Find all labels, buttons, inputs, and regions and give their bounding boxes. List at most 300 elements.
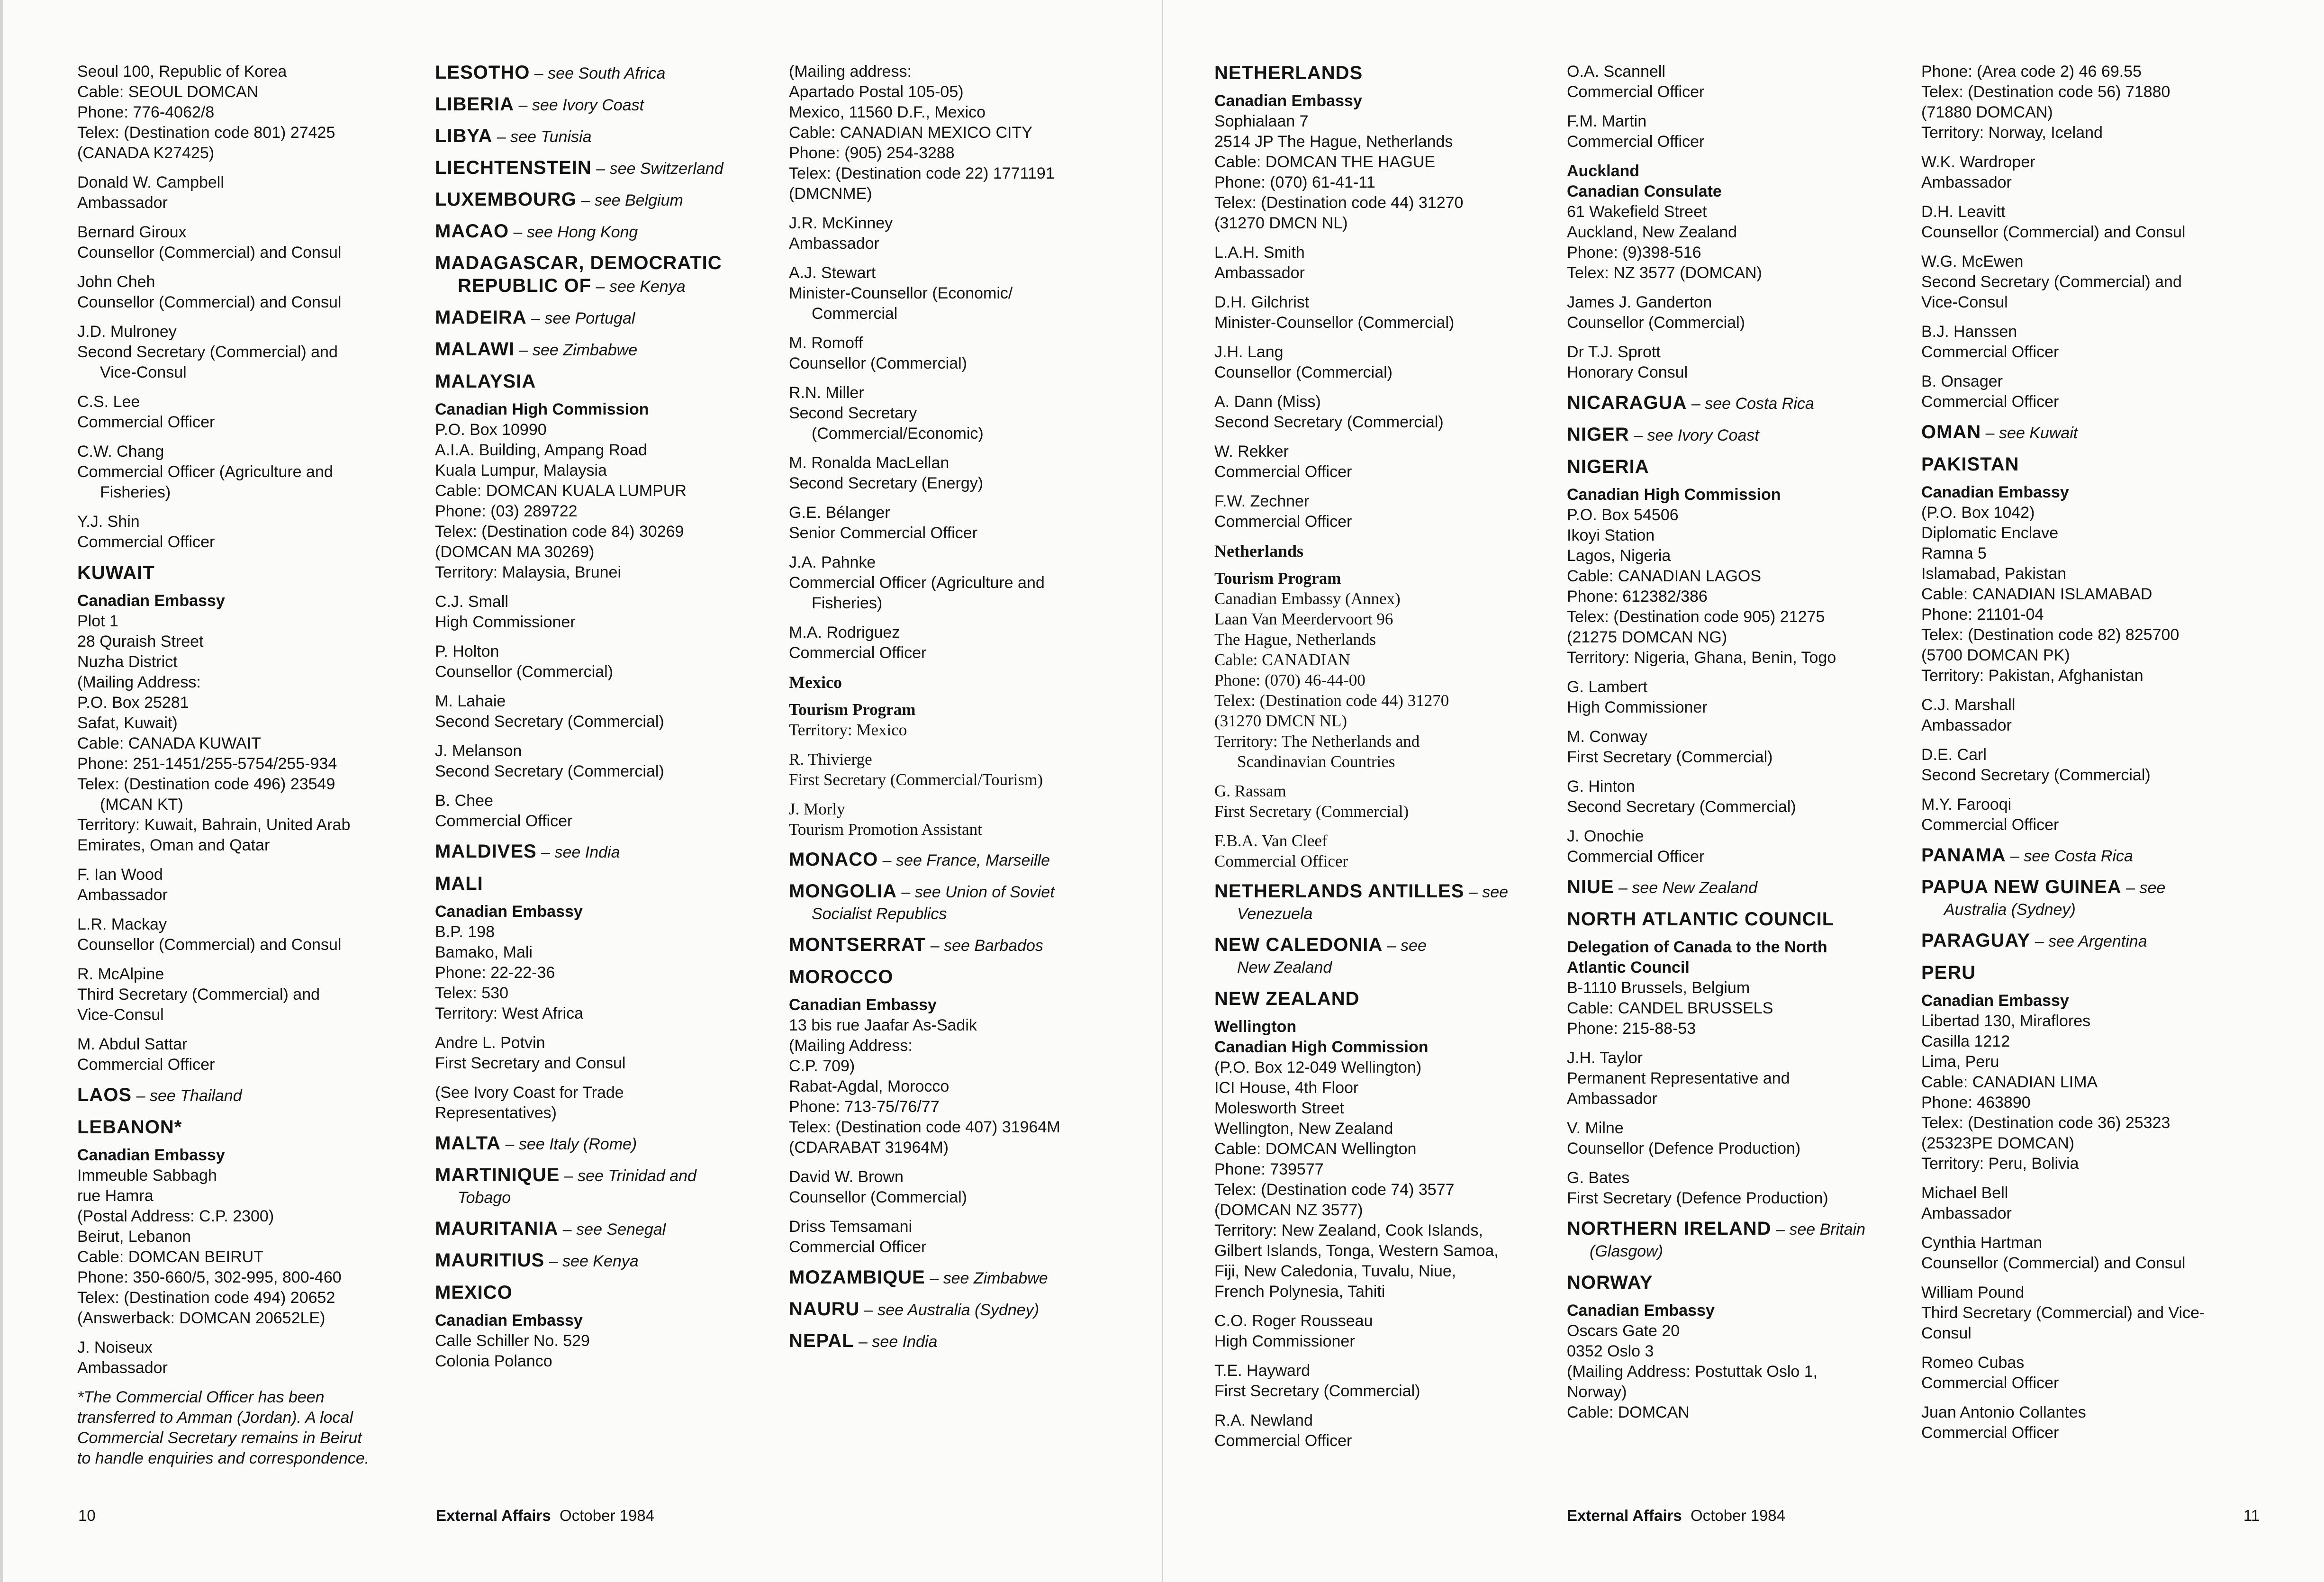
entry-line: First Secretary (Commercial): [1214, 802, 1409, 821]
entry-line: Second Secretary (Energy): [789, 474, 984, 492]
entry-line: Mexico, 11560 D.F., Mexico: [789, 103, 986, 121]
entry-line: J.A. Pahnke: [789, 553, 876, 571]
entry-line: Commercial Officer: [77, 1056, 215, 1074]
entry-line: The Hague, Netherlands: [1214, 630, 1376, 649]
entry-line: Territory: Norway, Iceland: [1921, 124, 2103, 142]
directory-entry: [435, 1033, 776, 1074]
directory-entry: [1921, 371, 2262, 412]
entry-line: Phone: (905) 254-3288: [789, 144, 955, 162]
directory-entry: [1921, 991, 2262, 1174]
entry-line: Immeuble Sabbagh: [77, 1166, 217, 1184]
entry-line: 2514 JP The Hague, Netherlands: [1214, 133, 1453, 151]
footer-magazine: External Affairs: [1567, 1507, 1682, 1524]
entry-line: T.E. Hayward: [1214, 1362, 1311, 1380]
see-reference-cont: Tobago: [458, 1189, 511, 1207]
entry-line: 0352 Oslo 3: [1567, 1342, 1654, 1360]
entry-line: Phone: 776-4062/8: [77, 103, 215, 121]
directory-entry: [789, 1167, 1130, 1208]
entry-line: C.W. Chang: [77, 443, 164, 461]
entry-line: (Answerback: DOMCAN 20652LE): [77, 1309, 326, 1327]
directory-entry: [435, 1311, 776, 1372]
directory-entry: [1214, 392, 1555, 433]
entry-line: Third Secretary (Commercial) and: [77, 985, 320, 1003]
entry-line: Libertad 130, Miraflores: [1921, 1012, 2091, 1030]
entry-line: F.B.A. Van Cleef: [1214, 832, 1328, 850]
entry-line: David W. Brown: [789, 1168, 904, 1186]
entry-line: F.W. Zechner: [1214, 492, 1310, 510]
entry-line: (31270 DMCN NL): [1214, 214, 1348, 232]
entry-line: (Mailing address:: [789, 63, 912, 81]
entry-line: M.A. Rodriguez: [789, 624, 900, 642]
see-reference: see Kuwait: [1999, 424, 2078, 442]
page-number-right: 11: [2243, 1507, 2260, 1524]
entry-line: Phone: 612382/386: [1567, 588, 1708, 606]
left-column-1: [77, 62, 418, 1478]
country-name: LIBERIA: [435, 94, 514, 115]
entry-line: (CANADA K27425): [77, 144, 215, 162]
entry-line: G.E. Bélanger: [789, 504, 890, 522]
entry-line: Counsellor (Commercial): [435, 663, 613, 681]
entry-line: (DOMCAN NZ 3577): [1214, 1201, 1363, 1219]
directory-entry: [1567, 677, 1908, 718]
country-name: PAPUA NEW GUINEA: [1921, 877, 2122, 897]
directory-entry: [789, 552, 1130, 614]
entry-line: Commercial Officer: [1921, 1424, 2059, 1442]
entry-line: M. Ronalda MacLellan: [789, 454, 949, 472]
entry-line: Cable: DOMCAN BEIRUT: [77, 1248, 263, 1266]
country-name: MALAWI: [435, 339, 515, 360]
directory-entry: [77, 442, 418, 503]
entry-line: Second Secretary (Commercial): [435, 762, 664, 780]
directory-entry: [1921, 1283, 2262, 1344]
see-reference: see: [1401, 937, 1427, 955]
entry-line: Ambassador: [1214, 264, 1305, 282]
entry-line: Vice-Consul: [1921, 293, 2008, 311]
country-name: MALDIVES: [435, 841, 537, 862]
directory-entry: [1214, 243, 1555, 283]
country-name: MADEIRA: [435, 307, 527, 328]
cross-reference: MONTSERRAT – see Barbados: [789, 934, 1043, 955]
entry-line-indent: (MCAN KT): [100, 796, 183, 814]
entry-line: Casilla 1212: [1921, 1032, 2010, 1050]
cross-reference: LAOS – see Thailand: [77, 1085, 242, 1105]
cross-reference: PAPUA NEW GUINEA – see Australia (Sydney): [1921, 876, 2262, 921]
cross-reference: [435, 252, 776, 298]
country-heading: PERU: [1921, 962, 1976, 983]
entry-line: V. Milne: [1567, 1119, 1624, 1137]
entry-line: Honorary Consul: [1567, 363, 1688, 381]
directory-entry: [789, 453, 1130, 494]
entry-line: G. Hinton: [1567, 777, 1635, 796]
entry-line: John Cheh: [77, 273, 155, 291]
office-name: Canadian Embassy: [435, 903, 583, 921]
entry-line: Cable: CANDEL BRUSSELS: [1567, 999, 1773, 1017]
entry-line: J. Morly: [789, 800, 845, 818]
directory-entry: [1214, 491, 1555, 532]
see-reference: see Trinidad and: [578, 1167, 696, 1185]
see-reference: see Belgium: [594, 191, 683, 209]
cross-reference: LIBYA – see Tunisia: [435, 126, 592, 146]
entry-line: Territory: Nigeria, Ghana, Benin, Togo: [1567, 649, 1836, 667]
entry-line: R.A. Newland: [1214, 1411, 1313, 1429]
directory-entry: [1921, 322, 2262, 362]
entry-line: (25323PE DOMCAN): [1921, 1134, 2075, 1152]
office-name: Canadian Embassy: [789, 996, 937, 1014]
office-name: Canadian High Commission: [1567, 486, 1781, 504]
entry-line: (DMCNME): [789, 185, 872, 203]
country-name: LESOTHO: [435, 62, 530, 83]
entry-line: Sophialaan 7: [1214, 112, 1309, 130]
entry-line: 13 bis rue Jaafar As-Sadik: [789, 1016, 977, 1034]
country-heading: MALI: [435, 873, 483, 894]
entry-line: Commercial Officer: [1567, 848, 1705, 866]
directory-entry: [789, 799, 1130, 840]
country-heading: MOROCCO: [789, 967, 894, 987]
directory-entry: [77, 62, 418, 163]
office-name: Canadian Embassy: [1214, 92, 1362, 110]
entry-line: Commercial Officer: [1921, 343, 2059, 361]
country-heading: PAKISTAN: [1921, 454, 2019, 475]
entry-line: Territory: Kuwait, Bahrain, United Arab: [77, 816, 351, 834]
entry-line: Cable: CANADIAN ISLAMABAD: [1921, 585, 2152, 603]
directory-entry: [77, 1338, 418, 1378]
entry-line: Second Secretary (Commercial): [435, 713, 664, 731]
directory-entry: [1567, 1048, 1908, 1109]
right-column-2: [1567, 62, 1908, 1432]
entry-line: Ambassador: [1921, 1204, 2012, 1222]
country-name: MADAGASCAR, DEMOCRATIC: [435, 253, 722, 273]
entry-line: Minister-Counsellor (Commercial): [1214, 314, 1455, 332]
entry-line: J.H. Lang: [1214, 343, 1284, 361]
country-name: MACAO: [435, 221, 509, 242]
footer-date: October 1984: [1691, 1507, 1786, 1524]
cross-reference: PARAGUAY – see Argentina: [1921, 930, 2147, 951]
entry-line: Third Secretary (Commercial) and Vice-: [1921, 1304, 2205, 1322]
directory-entry: [789, 213, 1130, 254]
directory-entry: [435, 1083, 776, 1123]
directory-entry: [1921, 795, 2262, 835]
entry-line: D.H. Leavitt: [1921, 203, 2006, 221]
entry-line-indent: Scandinavian Countries: [1237, 752, 1395, 771]
country-name: PANAMA: [1921, 845, 2006, 866]
directory-entry: [789, 749, 1130, 790]
entry-line: Commercial Officer: [77, 413, 215, 431]
entry-line: First Secretary (Defence Production): [1567, 1189, 1828, 1207]
entry-line: J. Melanson: [435, 742, 522, 760]
directory-entry: [1567, 161, 1908, 283]
directory-entry: [1214, 568, 1555, 772]
see-reference: see Argentina: [2048, 932, 2147, 950]
see-reference: see India: [872, 1333, 938, 1351]
country-name: NICARAGUA: [1567, 392, 1687, 413]
left-column-2: [435, 62, 776, 1381]
see-reference: see Costa Rica: [1705, 395, 1814, 413]
entry-line: Ikoyi Station: [1567, 526, 1655, 544]
directory-entry: [77, 392, 418, 433]
cross-reference: MONGOLIA – see Union of Soviet Socialist Republics: [789, 880, 1130, 925]
office-name: Canadian Embassy: [1921, 992, 2069, 1010]
entry-line: Apartado Postal 105-05): [789, 83, 964, 101]
directory-entry: [789, 995, 1130, 1158]
cross-reference: MALAWI – see Zimbabwe: [435, 339, 638, 360]
entry-line: Commercial Officer: [77, 533, 215, 551]
entry-line: *The Commercial Officer has been: [77, 1388, 325, 1406]
entry-line: Norway): [1567, 1383, 1627, 1401]
entry-line: L.A.H. Smith: [1214, 244, 1305, 262]
entry-line: C.J. Small: [435, 593, 508, 611]
entry-line: Ambassador: [77, 194, 168, 212]
entry-line: M. Abdul Sattar: [77, 1035, 188, 1053]
entry-line: Telex: (Destination code 905) 21275: [1567, 608, 1825, 626]
country-name: NIUE: [1567, 877, 1614, 897]
directory-entry: [1214, 1410, 1555, 1451]
entry-line: rue Hamra: [77, 1187, 154, 1205]
see-reference: see Kenya: [562, 1252, 639, 1270]
left-column-3: [789, 62, 1130, 1362]
entry-line: Phone: (070) 46-44-00: [1214, 671, 1365, 689]
entry-line: G. Bates: [1567, 1169, 1630, 1187]
entry-line: Second Secretary (Commercial): [1567, 798, 1796, 816]
entry-line: (Postal Address: C.P. 2300): [77, 1207, 274, 1225]
country-name: MALTA: [435, 1133, 501, 1154]
entry-line: Cable: DOMCAN: [1567, 1403, 1690, 1421]
entry-line: Telex: (Destination code 407) 31964M: [789, 1118, 1060, 1136]
office-name: Canadian High Commission: [435, 400, 649, 418]
directory-entry: [435, 691, 776, 732]
cross-reference: MAURITANIA – see Senegal: [435, 1218, 666, 1239]
entry-line: P.O. Box 10990: [435, 421, 547, 439]
cross-reference: MAURITIUS – see Kenya: [435, 1250, 639, 1271]
see-reference: see: [2139, 879, 2166, 897]
entry-line: Phone: 251-1451/255-5754/255-934: [77, 755, 337, 773]
cross-reference: LUXEMBOURG – see Belgium: [435, 189, 683, 210]
entry-line: Cable: DOMCAN THE HAGUE: [1214, 153, 1436, 171]
entry-line: Representatives): [435, 1104, 557, 1122]
entry-line: A.I.A. Building, Ampang Road: [435, 441, 647, 459]
country-name: MAURITANIA: [435, 1218, 559, 1239]
cross-reference: NAURU – see Australia (Sydney): [789, 1299, 1040, 1320]
entry-line: Telex: 530: [435, 984, 508, 1002]
see-reference: see Zimbabwe: [943, 1269, 1048, 1287]
entry-line: (5700 DOMCAN PK): [1921, 646, 2070, 664]
entry-line: First Secretary (Commercial/Tourism): [789, 770, 1043, 789]
entry-line: Plot 1: [77, 612, 118, 630]
directory-entry: [1567, 485, 1908, 668]
directory-entry: [77, 1145, 418, 1329]
directory-entry: [1567, 1301, 1908, 1423]
entry-line: Ambassador: [789, 235, 879, 253]
entry-line: B. Chee: [435, 792, 493, 810]
see-reference: see Kenya: [609, 278, 686, 296]
entry-line: Counsellor (Defence Production): [1567, 1139, 1801, 1157]
right-column-3: [1921, 62, 2262, 1452]
country-name: LAOS: [77, 1085, 132, 1105]
directory-entry: [789, 333, 1130, 374]
country-name: NEW CALEDONIA: [1214, 934, 1383, 955]
entry-line: (CDARABAT 31964M): [789, 1139, 949, 1157]
country-name: PARAGUAY: [1921, 930, 2031, 951]
entry-line: Auckland, New Zealand: [1567, 223, 1737, 241]
entry-line: Islamabad, Pakistan: [1921, 565, 2067, 583]
see-reference: see Britain: [1789, 1220, 1865, 1238]
country-heading: LEBANON*: [77, 1117, 182, 1138]
directory-entry: [1214, 342, 1555, 383]
country-name: MONGOLIA: [789, 881, 897, 902]
entry-line: Territory: New Zealand, Cook Islands,: [1214, 1221, 1483, 1239]
see-reference: see Portugal: [544, 309, 635, 327]
entry-line: Romeo Cubas: [1921, 1354, 2025, 1372]
country-heading: KUWAIT: [77, 562, 155, 583]
entry-line: Telex: NZ 3577 (DOMCAN): [1567, 264, 1762, 282]
directory-entry: [77, 322, 418, 383]
entry-line-indent: Vice-Consul: [100, 363, 187, 381]
section-heading: Mexico: [789, 673, 842, 692]
entry-line: Telex: (Destination code 496) 23549: [77, 775, 335, 793]
directory-entry: [1567, 777, 1908, 817]
country-name: LUXEMBOURG: [435, 189, 577, 210]
directory-entry: [789, 1217, 1130, 1257]
directory-entry: [77, 272, 418, 313]
cross-reference: NETHERLANDS ANTILLES – see Venezuela: [1214, 880, 1555, 925]
entry-line: Nuzha District: [77, 653, 178, 671]
entry-line: A.J. Stewart: [789, 264, 876, 282]
page-11: [1163, 0, 2324, 1582]
entry-line: 28 Quraish Street: [77, 633, 204, 651]
see-reference: see France, Marseille: [896, 851, 1050, 869]
entry-line: Phone: 215-88-53: [1567, 1020, 1696, 1038]
entry-line: William Pound: [1921, 1284, 2025, 1302]
directory-entry: [1921, 1183, 2262, 1224]
entry-line: J. Onochie: [1567, 827, 1644, 845]
directory-entry: [1921, 695, 2262, 736]
entry-line: (DOMCAN MA 30269): [435, 543, 595, 561]
country-name: MARTINIQUE: [435, 1165, 560, 1185]
entry-line: Territory: Mexico: [789, 721, 907, 739]
entry-line: Counsellor (Commercial) and Consul: [77, 293, 342, 311]
entry-line: Telex: (Destination code 22) 1771191: [789, 164, 1055, 182]
entry-line: Cable: DOMCAN KUALA LUMPUR: [435, 482, 687, 500]
footer-left: [436, 1507, 654, 1525]
entry-line: Counsellor (Commercial) and Consul: [77, 244, 342, 262]
entry-line: Molesworth Street: [1214, 1099, 1344, 1117]
page-10: [0, 0, 1161, 1582]
entry-line: Vice-Consul: [77, 1006, 164, 1024]
entry-line: Dr T.J. Sprott: [1567, 343, 1661, 361]
entry-line: Seoul 100, Republic of Korea: [77, 63, 287, 81]
cross-reference: MARTINIQUE – see Trinidad and Tobago: [435, 1164, 776, 1209]
entry-line: M. Romoff: [789, 334, 863, 352]
entry-line: (Mailing Address:: [789, 1037, 913, 1055]
directory-entry: [1567, 1118, 1908, 1159]
entry-line: Commercial Officer: [1567, 133, 1705, 151]
entry-line: Bernard Giroux: [77, 223, 187, 241]
cross-reference: MACAO – see Hong Kong: [435, 221, 638, 242]
entry-line: Phone: 713-75/76/77: [789, 1098, 940, 1116]
see-reference: see Thailand: [149, 1087, 242, 1105]
see-reference: see Switzerland: [609, 160, 723, 178]
entry-line: Phone: (9)398-516: [1567, 244, 1701, 262]
entry-line: Cable: SEOUL DOMCAN: [77, 83, 259, 101]
entry-line: (31270 DMCN NL): [1214, 712, 1347, 730]
entry-line: J. Noiseux: [77, 1338, 153, 1356]
see-reference: see Italy (Rome): [518, 1135, 637, 1153]
entry-line: Cynthia Hartman: [1921, 1234, 2043, 1252]
entry-line: Commercial Officer: [1921, 816, 2059, 834]
page-number-left: 10: [78, 1507, 96, 1524]
country-name: REPUBLIC OF: [458, 275, 592, 296]
see-reference: see Tunisia: [510, 128, 592, 146]
directory-entry: [789, 699, 1130, 740]
see-reference: see: [1482, 883, 1509, 901]
see-reference: see Ivory Coast: [532, 96, 644, 114]
country-heading: NEW ZEALAND: [1214, 988, 1360, 1009]
country-heading: NORTH ATLANTIC COUNCIL: [1567, 909, 1835, 930]
entry-line: Tourism Promotion Assistant: [789, 820, 982, 839]
cross-reference: LESOTHO – see South Africa: [435, 62, 666, 83]
entry-line: Donald W. Campbell: [77, 173, 224, 191]
entry-line: (See Ivory Coast for Trade: [435, 1084, 624, 1102]
entry-line: Counsellor (Commercial) and Consul: [1921, 223, 2186, 241]
directory-entry: [1214, 292, 1555, 333]
entry-line: J.R. McKinney: [789, 214, 893, 232]
entry-line: Fiji, New Caledonia, Tuvalu, Niue,: [1214, 1262, 1456, 1280]
entry-line: P.O. Box 25281: [77, 694, 189, 712]
entry-line: R. Thivierge: [789, 750, 872, 768]
directory-entry: [1214, 1361, 1555, 1401]
entry-line: (Mailing Address:: [77, 673, 201, 691]
entry-line: C.J. Marshall: [1921, 696, 2016, 714]
entry-line: G. Rassam: [1214, 782, 1286, 800]
office-name: Auckland: [1567, 162, 1640, 180]
entry-line: D.E. Carl: [1921, 746, 1987, 764]
country-name: NIGER: [1567, 424, 1629, 445]
entry-line: B.P. 198: [435, 923, 495, 941]
entry-line: Cable: CANADIAN LAGOS: [1567, 567, 1762, 585]
entry-line: Counsellor (Commercial): [789, 354, 967, 372]
directory-entry: [1921, 482, 2262, 686]
directory-entry: [1214, 442, 1555, 482]
entry-line: Michael Bell: [1921, 1184, 2008, 1202]
directory-entry: [1921, 745, 2262, 786]
directory-entry: [435, 741, 776, 782]
entry-line: Commercial Officer (Agriculture and: [77, 463, 333, 481]
entry-line: Andre L. Potvin: [435, 1034, 545, 1052]
directory-entry: [435, 902, 776, 1024]
entry-line: First Secretary and Consul: [435, 1054, 626, 1072]
office-name: Canadian Embassy: [77, 1146, 225, 1164]
directory-entry: [789, 62, 1130, 204]
entry-line: Telex: (Destination code 84) 30269: [435, 523, 684, 541]
cross-reference: NEW CALEDONIA – see New Zealand: [1214, 934, 1555, 978]
entry-line: B-1110 Brussels, Belgium: [1567, 979, 1750, 997]
entry-line: Lima, Peru: [1921, 1053, 1999, 1071]
entry-line: Laan Van Meerdervoort 96: [1214, 610, 1393, 628]
entry-line: Cable: CANADIAN MEXICO CITY: [789, 124, 1032, 142]
entry-line: Ambassador: [77, 886, 168, 904]
entry-line: Phone: (070) 61-41-11: [1214, 173, 1375, 191]
entry-line: ICI House, 4th Floor: [1214, 1079, 1359, 1097]
entry-line: G. Lambert: [1567, 678, 1648, 696]
entry-line: Canadian Embassy (Annex): [1214, 589, 1401, 608]
entry-line: F. Ian Wood: [77, 866, 163, 884]
see-reference: see Barbados: [944, 937, 1043, 955]
entry-line: Second Secretary (Commercial): [1921, 766, 2151, 784]
entry-line: W.G. McEwen: [1921, 253, 2024, 271]
directory-entry: [435, 399, 776, 583]
entry-line: M.Y. Farooqi: [1921, 796, 2012, 814]
directory-entry: [435, 642, 776, 682]
entry-line: C.S. Lee: [77, 393, 140, 411]
